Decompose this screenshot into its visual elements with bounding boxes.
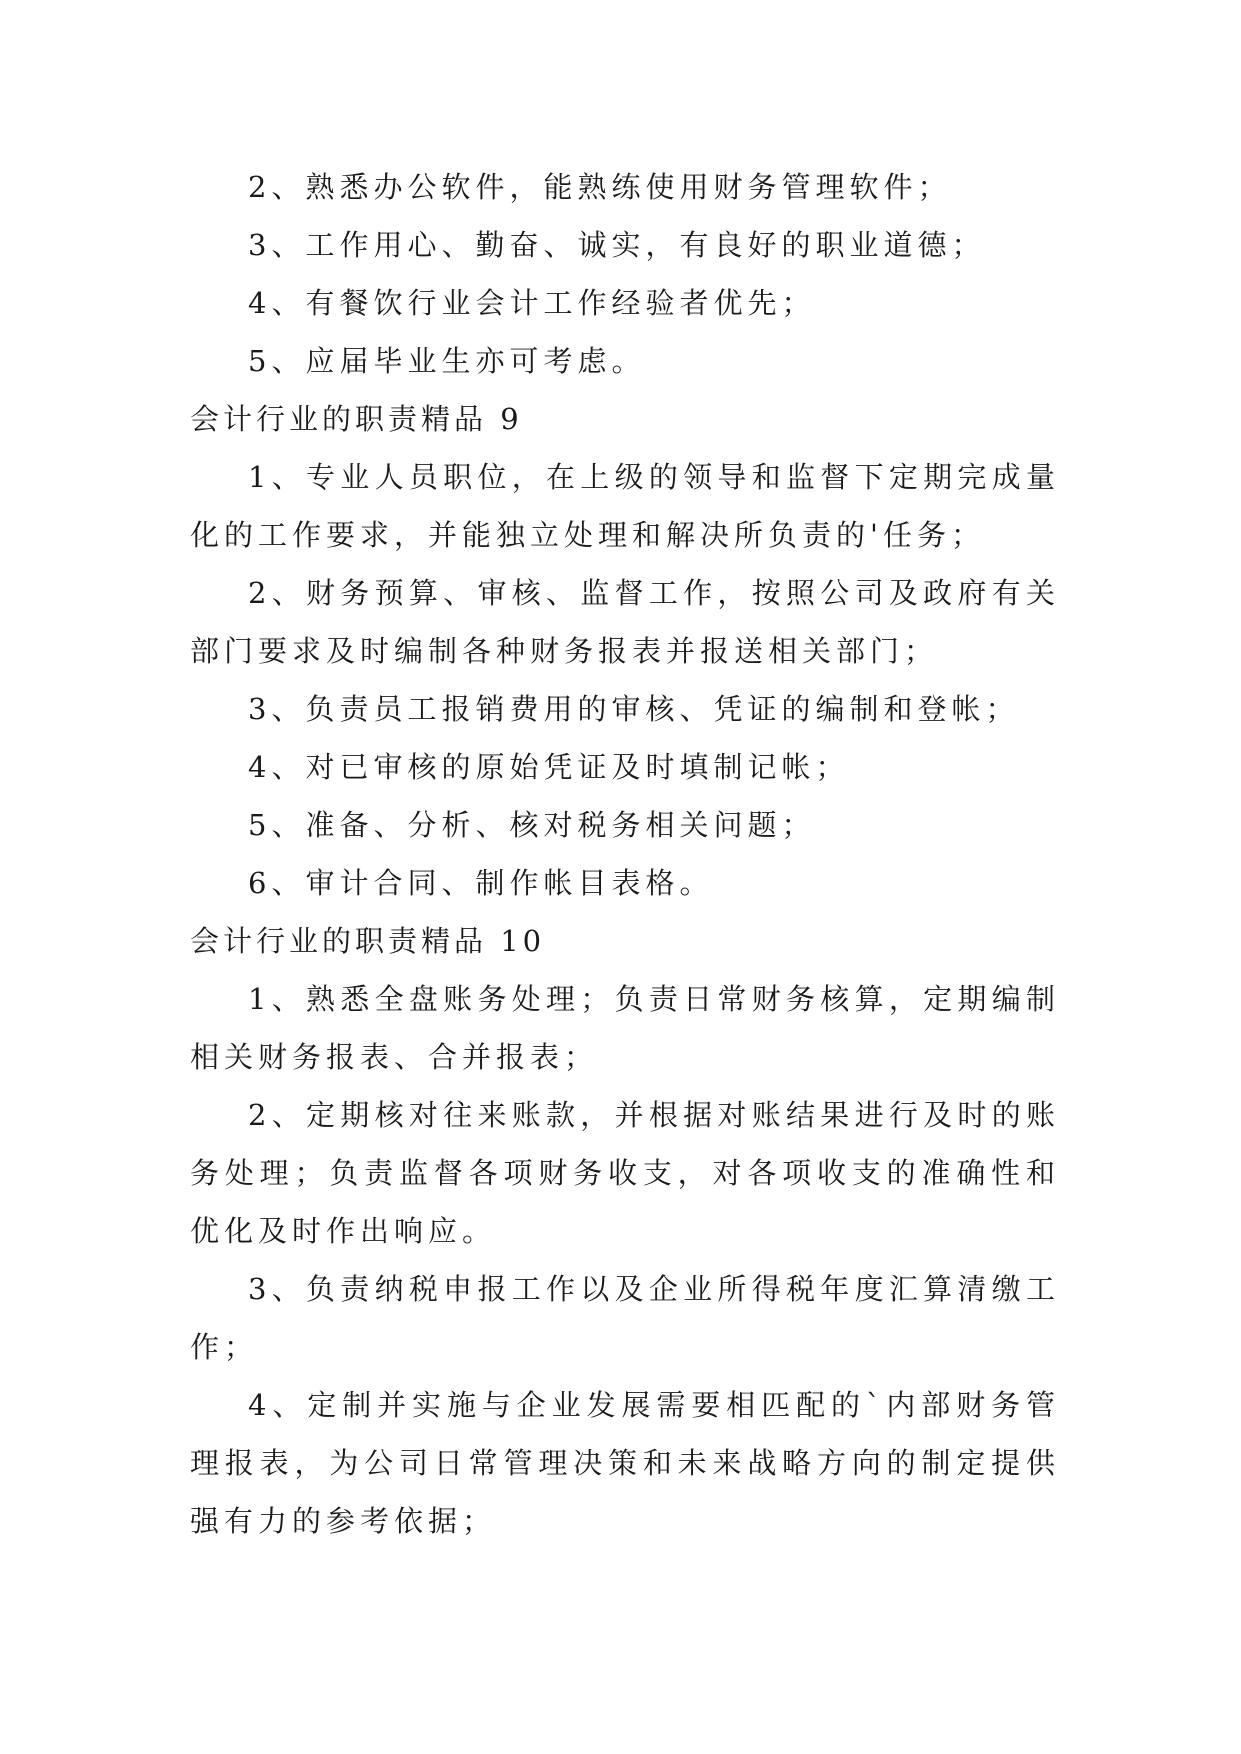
list-item: 2、财务预算、审核、监督工作，按照公司及政府有关部门要求及时编制各种财务报表并报送相关部门； xyxy=(190,576,1060,668)
list-item: 6、审计合同、制作帐目表格。 xyxy=(248,866,714,900)
list-item: 4、有餐饮行业会计工作经验者优先； xyxy=(248,286,816,320)
section-heading-10: 会计行业的职责精品 10 xyxy=(190,924,546,958)
list-item: 3、工作用心、勤奋、诚实，有良好的职业道德； xyxy=(248,228,986,262)
list-item: 4、对已审核的原始凭证及时填制记帐； xyxy=(248,750,850,784)
document-body xyxy=(190,158,1060,1550)
list-item: 2、定期核对往来账款，并根据对账结果进行及时的账务处理；负责监督各项财务收支，对各项收支的准确性和优化及时作出响应。 xyxy=(190,1098,1060,1248)
list-item: 5、准备、分析、核对税务相关问题； xyxy=(248,808,816,842)
list-item: 2、熟悉办公软件，能熟练使用财务管理软件； xyxy=(248,170,952,204)
list-item: 3、负责纳税申报工作以及企业所得税年度汇算清缴工作； xyxy=(190,1272,1060,1364)
list-item: 1、熟悉全盘账务处理；负责日常财务核算，定期编制相关财务报表、合并报表； xyxy=(190,982,1060,1074)
section-heading-9: 会计行业的职责精品 9 xyxy=(190,402,523,436)
list-item: 4、定制并实施与企业发展需要相匹配的`内部财务管理报表，为公司日常管理决策和未来战略方向的制定提供强有力的参考依据； xyxy=(190,1388,1060,1538)
list-item: 3、负责员工报销费用的审核、凭证的编制和登帐； xyxy=(248,692,1020,726)
list-item: 1、专业人员职位，在上级的领导和监督下定期完成量化的工作要求，并能独立处理和解决所负责的'任务； xyxy=(190,460,1060,552)
list-item: 5、应届毕业生亦可考虑。 xyxy=(248,344,646,378)
